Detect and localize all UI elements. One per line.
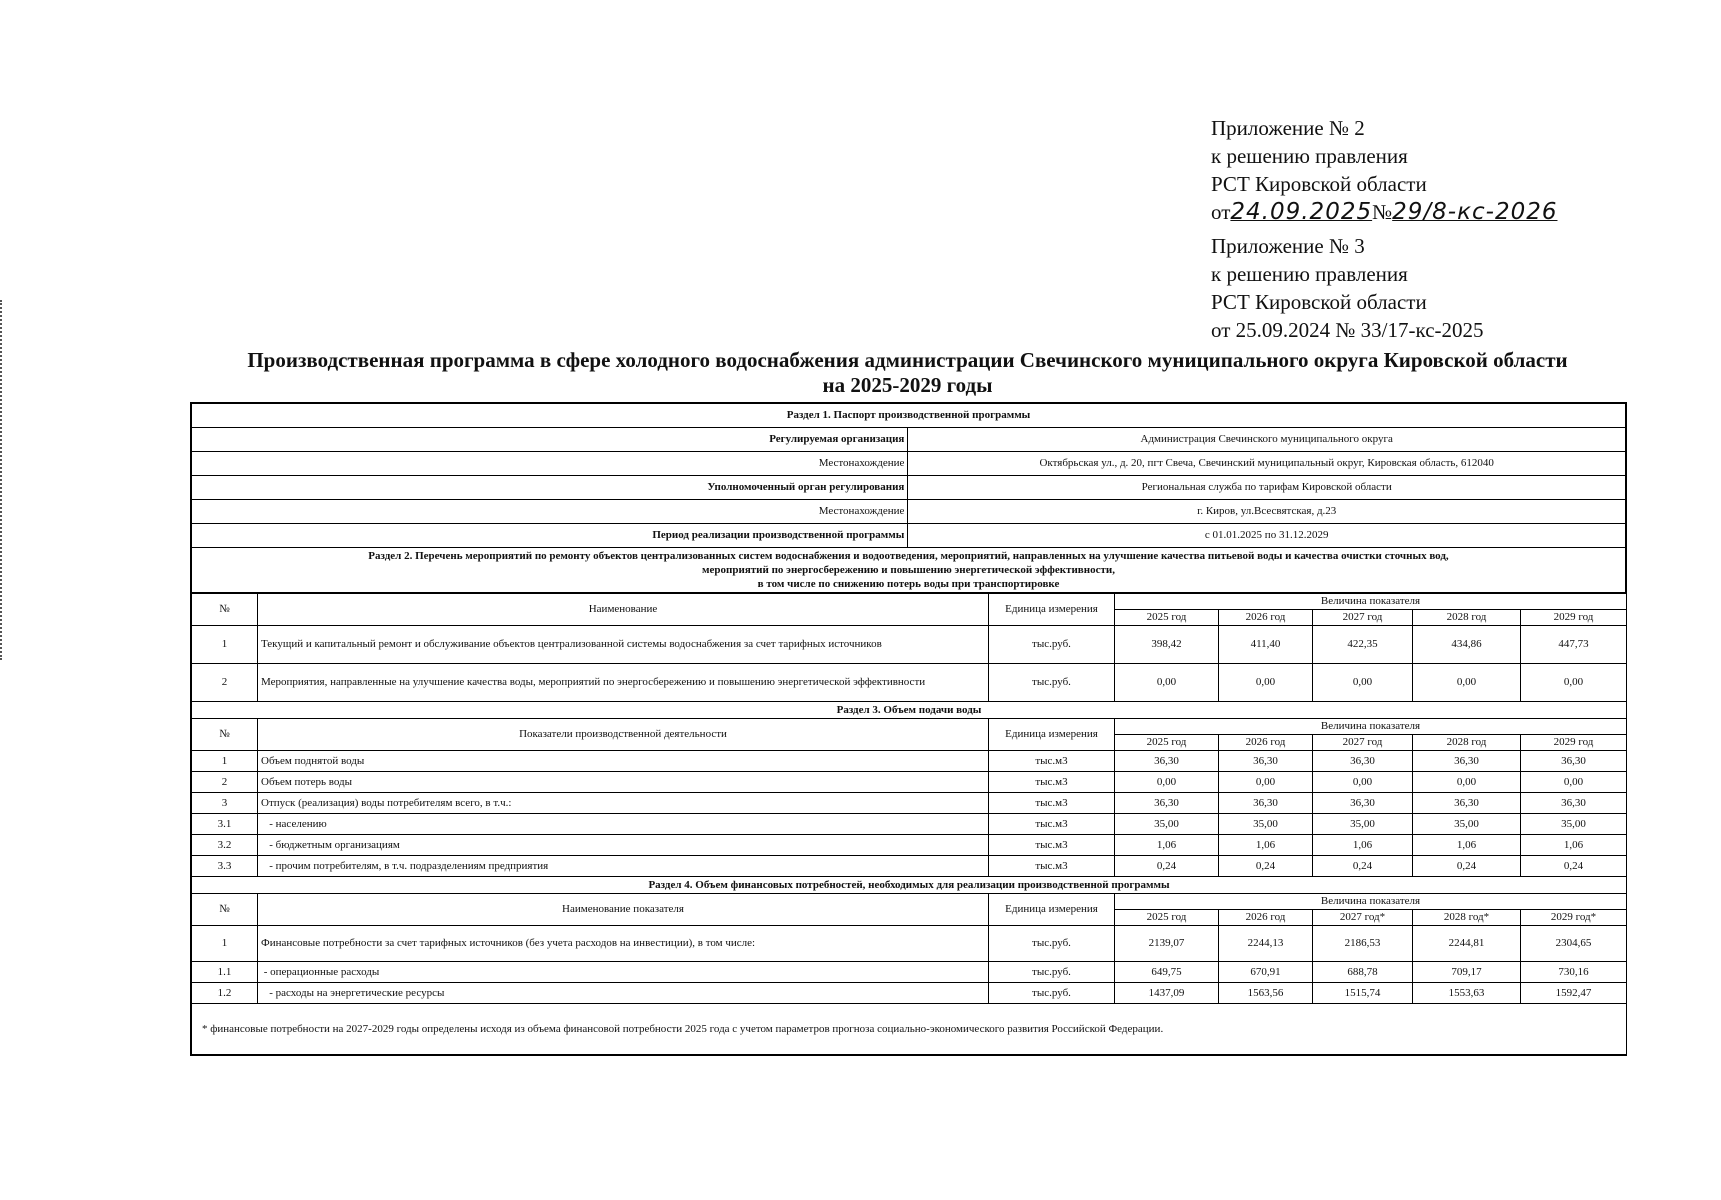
row-value: 36,30 bbox=[1413, 751, 1521, 772]
row-name: Финансовые потребности за счет тарифных источников (без учета расходов на инвестиции), в том числе: bbox=[258, 926, 989, 962]
year-header: 2027 год bbox=[1313, 610, 1413, 626]
row-value: 447,73 bbox=[1521, 626, 1627, 664]
row-value: 411,40 bbox=[1219, 626, 1313, 664]
row-unit: тыс.руб. bbox=[989, 926, 1115, 962]
row-value: 0,24 bbox=[1313, 856, 1413, 877]
col-header-value: Величина показателя bbox=[1115, 894, 1627, 910]
table-row bbox=[192, 983, 1627, 1004]
table-row bbox=[192, 793, 1627, 814]
col-header-name: Наименование показателя bbox=[258, 894, 989, 926]
row-no: 3.1 bbox=[192, 814, 258, 835]
row-value: 398,42 bbox=[1115, 626, 1219, 664]
row-value: 0,00 bbox=[1521, 772, 1627, 793]
row-value: 1553,63 bbox=[1413, 983, 1521, 1004]
appendix-2-handwritten-date: 24.09.2025 bbox=[1230, 199, 1373, 225]
row-unit: тыс.м3 bbox=[989, 856, 1115, 877]
row-no: 1 bbox=[192, 751, 258, 772]
row-no: 1 bbox=[192, 626, 258, 664]
row-value: 0,00 bbox=[1313, 772, 1413, 793]
row-no: 3 bbox=[192, 793, 258, 814]
year-header: 2028 год bbox=[1413, 610, 1521, 626]
passport-value: Администрация Свечинского муниципального округа bbox=[908, 428, 1626, 452]
year-header: 2028 год bbox=[1413, 735, 1521, 751]
row-value: 36,30 bbox=[1219, 751, 1313, 772]
section2-title-line1: Раздел 2. Перечень мероприятий по ремонту объектов централизованных систем водоснабжения и водоотведения, мероприятий, направленных на улучшение качества питьевой воды и качества очистки сточных вод, bbox=[368, 550, 1449, 562]
row-value: 0,24 bbox=[1219, 856, 1313, 877]
row-no: 1 bbox=[192, 926, 258, 962]
appendix-3-line4: от 25.09.2024 № 33/17-кс-2025 bbox=[1211, 318, 1484, 342]
row-value: 0,24 bbox=[1521, 856, 1627, 877]
row-value: 35,00 bbox=[1413, 814, 1521, 835]
appendix-2-from: от bbox=[1211, 200, 1231, 224]
appendix-2-title: Приложение № 2 bbox=[1211, 116, 1365, 140]
row-value: 1,06 bbox=[1521, 835, 1627, 856]
row-value: 0,00 bbox=[1219, 664, 1313, 702]
row-value: 36,30 bbox=[1115, 793, 1219, 814]
row-value: 2186,53 bbox=[1313, 926, 1413, 962]
section3-title: Раздел 3. Объем подачи воды bbox=[192, 702, 1627, 719]
row-name: Текущий и капитальный ремонт и обслуживание объектов централизованной системы водоснабжения за счет тарифных источников bbox=[258, 626, 989, 664]
row-value: 688,78 bbox=[1313, 962, 1413, 983]
col-header-value: Величина показателя bbox=[1115, 719, 1627, 735]
passport-label: Период реализации производственной программы bbox=[192, 524, 908, 548]
row-value: 730,16 bbox=[1521, 962, 1627, 983]
row-name: Мероприятия, направленные на улучшение качества воды, мероприятий по энергосбережению и повышению энергетической эффективности bbox=[258, 664, 989, 702]
col-header-unit: Единица измерения bbox=[989, 594, 1115, 626]
table-row bbox=[192, 626, 1627, 664]
table-row bbox=[192, 835, 1627, 856]
document-title bbox=[190, 348, 1625, 398]
row-value: 2304,65 bbox=[1521, 926, 1627, 962]
row-name: - населению bbox=[258, 814, 989, 835]
year-header: 2029 год* bbox=[1521, 910, 1627, 926]
passport-row bbox=[192, 524, 1626, 548]
row-unit: тыс.м3 bbox=[989, 814, 1115, 835]
appendix-2-date-line bbox=[1211, 198, 1691, 226]
year-header: 2025 год bbox=[1115, 735, 1219, 751]
row-value: 434,86 bbox=[1413, 626, 1521, 664]
row-value: 1,06 bbox=[1313, 835, 1413, 856]
passport-label: Местонахождение bbox=[192, 452, 908, 476]
row-name: Объем поднятой воды bbox=[258, 751, 989, 772]
row-value: 670,91 bbox=[1219, 962, 1313, 983]
col-header-no: № bbox=[192, 594, 258, 626]
row-value: 422,35 bbox=[1313, 626, 1413, 664]
passport-label: Регулируемая организация bbox=[192, 428, 908, 452]
row-value: 1515,74 bbox=[1313, 983, 1413, 1004]
section2-title-line3: в том числе по снижению потерь воды при транспортировке bbox=[757, 578, 1060, 590]
row-value: 0,00 bbox=[1521, 664, 1627, 702]
year-header: 2026 год bbox=[1219, 735, 1313, 751]
col-header-no: № bbox=[192, 719, 258, 751]
row-no: 2 bbox=[192, 772, 258, 793]
row-value: 36,30 bbox=[1521, 793, 1627, 814]
col-header-unit: Единица измерения bbox=[989, 719, 1115, 751]
row-value: 36,30 bbox=[1313, 751, 1413, 772]
col-header-unit: Единица измерения bbox=[989, 894, 1115, 926]
passport-row bbox=[192, 428, 1626, 452]
passport-value: Октябрьская ул., д. 20, пгт Свеча, Свечинский муниципальный округ, Кировская область, 612040 bbox=[908, 452, 1626, 476]
row-value: 35,00 bbox=[1115, 814, 1219, 835]
section2-title-line2: мероприятий по энергосбережению и повышению энергетической эффективности, bbox=[702, 564, 1115, 576]
passport-value: г. Киров, ул.Всесвятская, д.23 bbox=[908, 500, 1626, 524]
footnote: * финансовые потребности на 2027-2029 годы определены исходя из объема финансовой потребности 2025 года с учетом параметров прогноза социально-экономического развития Российской Федерации. bbox=[192, 1004, 1627, 1055]
row-value: 1592,47 bbox=[1521, 983, 1627, 1004]
document-title-line2: на 2025-2029 годы bbox=[822, 373, 993, 397]
row-value: 2244,81 bbox=[1413, 926, 1521, 962]
row-name: Объем потерь воды bbox=[258, 772, 989, 793]
table-row bbox=[192, 962, 1627, 983]
table-row bbox=[192, 751, 1627, 772]
appendix-3-title: Приложение № 3 bbox=[1211, 234, 1365, 258]
section1-title: Раздел 1. Паспорт производственной программы bbox=[192, 404, 1626, 428]
row-no: 3.3 bbox=[192, 856, 258, 877]
year-header: 2025 год bbox=[1115, 610, 1219, 626]
row-value: 36,30 bbox=[1413, 793, 1521, 814]
passport-label: Местонахождение bbox=[192, 500, 908, 524]
document-title-line1: Производственная программа в сфере холодного водоснабжения администрации Свечинского муниципального округа Кировской области bbox=[247, 348, 1568, 372]
col-header-name: Показатели производственной деятельности bbox=[258, 719, 989, 751]
passport-row bbox=[192, 500, 1626, 524]
table-row bbox=[192, 664, 1627, 702]
year-header: 2026 год bbox=[1219, 610, 1313, 626]
section4-title: Раздел 4. Объем финансовых потребностей, необходимых для реализации производственной программы bbox=[192, 877, 1627, 894]
table-row bbox=[192, 926, 1627, 962]
row-unit: тыс.м3 bbox=[989, 751, 1115, 772]
row-value: 1,06 bbox=[1219, 835, 1313, 856]
col-header-no: № bbox=[192, 894, 258, 926]
row-unit: тыс.руб. bbox=[989, 962, 1115, 983]
row-value: 2244,13 bbox=[1219, 926, 1313, 962]
passport-value: с 01.01.2025 по 31.12.2029 bbox=[908, 524, 1626, 548]
row-name: - расходы на энергетические ресурсы bbox=[258, 983, 989, 1004]
row-value: 0,24 bbox=[1413, 856, 1521, 877]
row-no: 2 bbox=[192, 664, 258, 702]
row-unit: тыс.руб. bbox=[989, 983, 1115, 1004]
row-value: 0,00 bbox=[1413, 772, 1521, 793]
appendix-2-line3: РСТ Кировской области bbox=[1211, 172, 1427, 196]
passport-row bbox=[192, 476, 1626, 500]
row-value: 36,30 bbox=[1521, 751, 1627, 772]
year-header: 2026 год bbox=[1219, 910, 1313, 926]
row-value: 1437,09 bbox=[1115, 983, 1219, 1004]
passport-row bbox=[192, 452, 1626, 476]
row-value: 0,00 bbox=[1115, 664, 1219, 702]
appendix-3-line3: РСТ Кировской области bbox=[1211, 290, 1427, 314]
row-value: 0,00 bbox=[1413, 664, 1521, 702]
section2-table bbox=[191, 593, 1627, 1055]
passport-value: Региональная служба по тарифам Кировской области bbox=[908, 476, 1626, 500]
row-value: 0,24 bbox=[1115, 856, 1219, 877]
section2-title bbox=[192, 548, 1626, 593]
row-value: 36,30 bbox=[1313, 793, 1413, 814]
row-unit: тыс.м3 bbox=[989, 793, 1115, 814]
row-value: 36,30 bbox=[1219, 793, 1313, 814]
row-value: 1563,56 bbox=[1219, 983, 1313, 1004]
year-header: 2028 год* bbox=[1413, 910, 1521, 926]
row-unit: тыс.руб. bbox=[989, 664, 1115, 702]
year-header: 2027 год* bbox=[1313, 910, 1413, 926]
row-unit: тыс.м3 bbox=[989, 772, 1115, 793]
row-value: 649,75 bbox=[1115, 962, 1219, 983]
year-header: 2029 год bbox=[1521, 735, 1627, 751]
row-name: Отпуск (реализация) воды потребителям всего, в т.ч.: bbox=[258, 793, 989, 814]
row-name: - операционные расходы bbox=[258, 962, 989, 983]
appendix-2-handwritten-number: 29/8-кс-2026 bbox=[1392, 199, 1558, 225]
row-no: 1.1 bbox=[192, 962, 258, 983]
appendix-3-line2: к решению правления bbox=[1211, 262, 1408, 286]
year-header: 2027 год bbox=[1313, 735, 1413, 751]
appendix-header bbox=[1211, 114, 1691, 344]
appendix-2-line2: к решению правления bbox=[1211, 144, 1408, 168]
row-value: 1,06 bbox=[1115, 835, 1219, 856]
table-row bbox=[192, 856, 1627, 877]
row-value: 0,00 bbox=[1313, 664, 1413, 702]
row-value: 35,00 bbox=[1313, 814, 1413, 835]
passport-label: Уполномоченный орган регулирования bbox=[192, 476, 908, 500]
row-value: 1,06 bbox=[1413, 835, 1521, 856]
row-name: - прочим потребителям, в т.ч. подразделениям предприятия bbox=[258, 856, 989, 877]
row-value: 35,00 bbox=[1219, 814, 1313, 835]
program-table bbox=[191, 403, 1626, 593]
year-header: 2029 год bbox=[1521, 610, 1627, 626]
scan-edge-mark bbox=[0, 300, 4, 660]
row-unit: тыс.руб. bbox=[989, 626, 1115, 664]
row-value: 2139,07 bbox=[1115, 926, 1219, 962]
row-value: 0,00 bbox=[1115, 772, 1219, 793]
row-no: 1.2 bbox=[192, 983, 258, 1004]
appendix-2-number-sign: № bbox=[1372, 200, 1393, 224]
table-row bbox=[192, 814, 1627, 835]
row-value: 35,00 bbox=[1521, 814, 1627, 835]
row-value: 0,00 bbox=[1219, 772, 1313, 793]
col-header-name: Наименование bbox=[258, 594, 989, 626]
row-value: 36,30 bbox=[1115, 751, 1219, 772]
year-header: 2025 год bbox=[1115, 910, 1219, 926]
col-header-value: Величина показателя bbox=[1115, 594, 1627, 610]
row-no: 3.2 bbox=[192, 835, 258, 856]
program-table-frame bbox=[190, 402, 1627, 1056]
row-value: 709,17 bbox=[1413, 962, 1521, 983]
row-unit: тыс.м3 bbox=[989, 835, 1115, 856]
table-row bbox=[192, 772, 1627, 793]
row-name: - бюджетным организациям bbox=[258, 835, 989, 856]
